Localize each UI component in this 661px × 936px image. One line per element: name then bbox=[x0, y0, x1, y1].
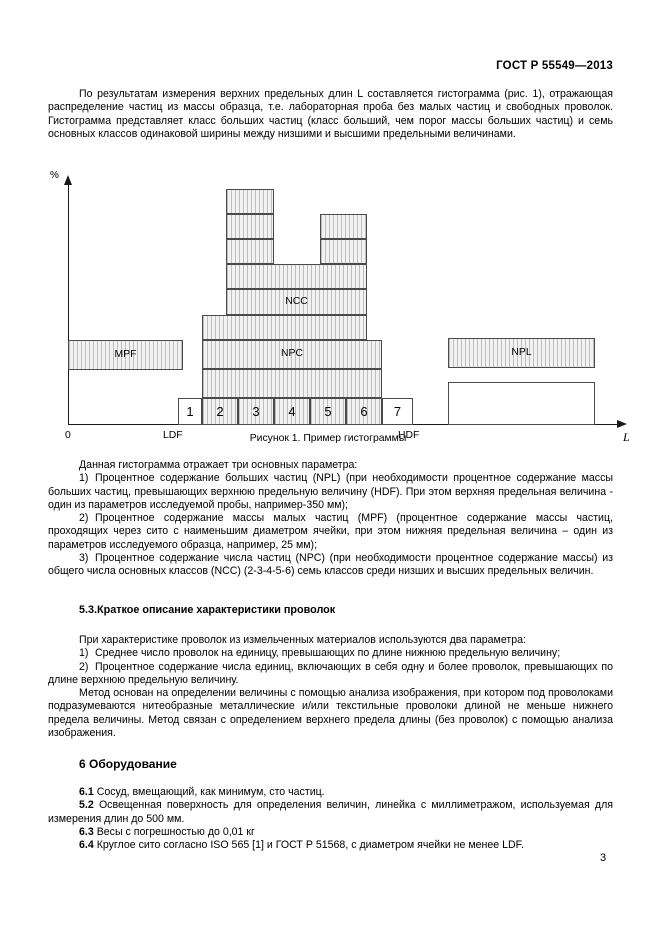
bar-col3-cell1 bbox=[226, 239, 274, 264]
class-box-2 bbox=[202, 398, 238, 425]
equipment-item-6-3 bbox=[48, 826, 613, 839]
class-label-5: 5 bbox=[324, 404, 332, 419]
class-label-7: 7 bbox=[393, 404, 402, 419]
histogram-figure bbox=[48, 168, 648, 444]
equipment-item-6-4 bbox=[48, 839, 613, 852]
x-axis-label: L bbox=[623, 430, 630, 444]
wire-item-2 bbox=[48, 661, 613, 688]
bar-col3-cell3 bbox=[226, 189, 274, 214]
equipment-item-6-4-number: 6.4 bbox=[79, 839, 94, 852]
class-label-6: 6 bbox=[360, 404, 368, 419]
bar-label-npc: NPC bbox=[281, 348, 303, 360]
three-parameters-block bbox=[48, 459, 613, 579]
equipment-item-6-1-text: Сосуд, вмещающий, как минимум, сто частиц. bbox=[96, 786, 325, 798]
wire-item-1-number: 1) bbox=[79, 647, 89, 660]
intro-paragraph: По результатам измерения верхних предельных длин L составляется гистограмма (рис. 1), отражающая распределение частиц из массы образца, т.е. лабораторная проба без малых частиц и свободных проволок. Гистограмма представляет класс больших частиц (класс больший, чем порог массы больших частиц) и семь основных классов одинаковой ширины между низшими и высшими предельными величинами. bbox=[48, 88, 613, 140]
equipment-item-6-3-text: Весы с погрешностью до 0,01 кг bbox=[96, 825, 255, 838]
wire-item-1 bbox=[48, 647, 613, 660]
bar-col3-cell2 bbox=[226, 214, 274, 239]
param-item-2-text: Процентное содержание массы малых частиц (MPF) (процентное содержание массы частиц, проходящих через сито с наименьшим диаметром ячейки, при этом нижняя предельная величина – один из параметров исследуемого образца, например, 25 мм); bbox=[48, 512, 613, 551]
class-box-5 bbox=[310, 398, 346, 425]
method-paragraph: Метод основан на определении величины с помощью анализа изображения, при котором под проволоками подразумеваются нитеобразные металлические и/или текстильные проволоки длиной не меньше нижнего предела величины. Метод связан с определением верхнего предела длины (без проволок) с помощью анализа изображения. bbox=[48, 687, 613, 740]
figure-caption: Рисунок 1. Пример гистограммы bbox=[249, 433, 407, 444]
equipment-item-5-2 bbox=[48, 799, 613, 826]
equipment-item-5-2-text: Освещенная поверхность для определения величин, линейка с миллиметражом, используемая для измерения длин до 500 мм. bbox=[48, 799, 613, 825]
equipment-item-6-3-number: 6.3 bbox=[79, 825, 94, 838]
bar-npl bbox=[448, 338, 595, 368]
bar-label-ncc: NCC bbox=[285, 295, 308, 307]
three-params-intro: Данная гистограмма отражает три основных параметра: bbox=[79, 459, 358, 471]
document-standard-header: ГОСТ Р 55549—2013 bbox=[496, 60, 613, 72]
param-item-3 bbox=[48, 552, 613, 579]
param-item-3-text: Процентное содержание числа частиц (NPC) (при необходимости процентное содержание массы) из общего числа основных классов (NCC) (2-3-4-5-6) семь классов среди низших и высших предельных величин. bbox=[48, 552, 613, 578]
class-box-7 bbox=[382, 398, 413, 425]
section-6-block bbox=[48, 786, 613, 852]
param-item-1 bbox=[48, 472, 613, 512]
bar-band-lower bbox=[202, 369, 382, 398]
bar-band-upper bbox=[202, 315, 367, 340]
x-axis-arrow-icon bbox=[617, 420, 627, 428]
class-label-2: 2 bbox=[216, 404, 224, 419]
section-5-3-block bbox=[48, 634, 613, 740]
bar-npl-outline bbox=[448, 382, 595, 425]
param-item-2 bbox=[48, 512, 613, 552]
y-axis-line bbox=[68, 182, 69, 425]
param-item-1-number: 1) bbox=[79, 472, 89, 485]
class-box-6 bbox=[346, 398, 382, 425]
class-box-1 bbox=[178, 398, 202, 425]
param-item-3-number: 3) bbox=[79, 552, 89, 565]
bar-mpf bbox=[68, 340, 183, 370]
tick-label-ldf: LDF bbox=[163, 430, 183, 441]
bar-col5-cell1 bbox=[320, 239, 367, 264]
bar-label-npl: NPL bbox=[511, 346, 532, 358]
wire-item-2-text: Процентное содержание числа единиц, включающих в себя одну и более проволок, превышающих по длине верхнюю предельную величину. bbox=[48, 660, 613, 686]
bar-label-mpf: MPF bbox=[114, 348, 137, 360]
equipment-item-5-2-number: 5.2 bbox=[79, 799, 94, 812]
class-label-3: 3 bbox=[252, 404, 260, 419]
equipment-item-6-1-number: 6.1 bbox=[79, 786, 94, 798]
class-label-1: 1 bbox=[186, 404, 194, 419]
y-axis-label: % bbox=[50, 170, 59, 181]
page-number: 3 bbox=[600, 852, 607, 864]
bar-col5-cell2 bbox=[320, 214, 367, 239]
param-item-2-number: 2) bbox=[79, 512, 89, 525]
intro-paragraph-block bbox=[48, 88, 613, 141]
class-box-3 bbox=[238, 398, 274, 425]
bar-band-ncc bbox=[226, 289, 367, 315]
param-item-1-text: Процентное содержание больших частиц (NPL) (при необходимости процентное содержание массы больших частиц, превышающих верхнюю предельную величину (HDF). При этом верхняя предельная величина - один из параметров исследуемой пробы, например-350 мм); bbox=[48, 472, 613, 511]
wire-item-2-number: 2) bbox=[79, 660, 89, 673]
bar-band-npc bbox=[202, 340, 382, 369]
wire-item-1-text: Среднее число проволок на единицу, превышающих по длине нижнюю предельную величину; bbox=[95, 647, 561, 660]
section-5-3-heading: 5.3.Краткое описание характеристики проволок bbox=[79, 604, 336, 616]
equipment-item-6-4-text: Круглое сито согласно ISO 565 [1] и ГОСТ Р 51568, с диаметром ячейки не менее LDF. bbox=[96, 839, 524, 852]
tick-label-hdf: HDF bbox=[398, 430, 420, 441]
section-5-3-intro: При характеристике проволок из измельченных материалов используются два параметра: bbox=[79, 634, 526, 646]
tick-label-origin: 0 bbox=[65, 430, 71, 441]
section-6-heading: 6 Оборудование bbox=[79, 757, 177, 771]
bar-band-ncc-upper bbox=[226, 264, 367, 289]
equipment-item-6-1 bbox=[48, 786, 613, 799]
class-box-4 bbox=[274, 398, 310, 425]
class-label-4: 4 bbox=[288, 404, 296, 419]
